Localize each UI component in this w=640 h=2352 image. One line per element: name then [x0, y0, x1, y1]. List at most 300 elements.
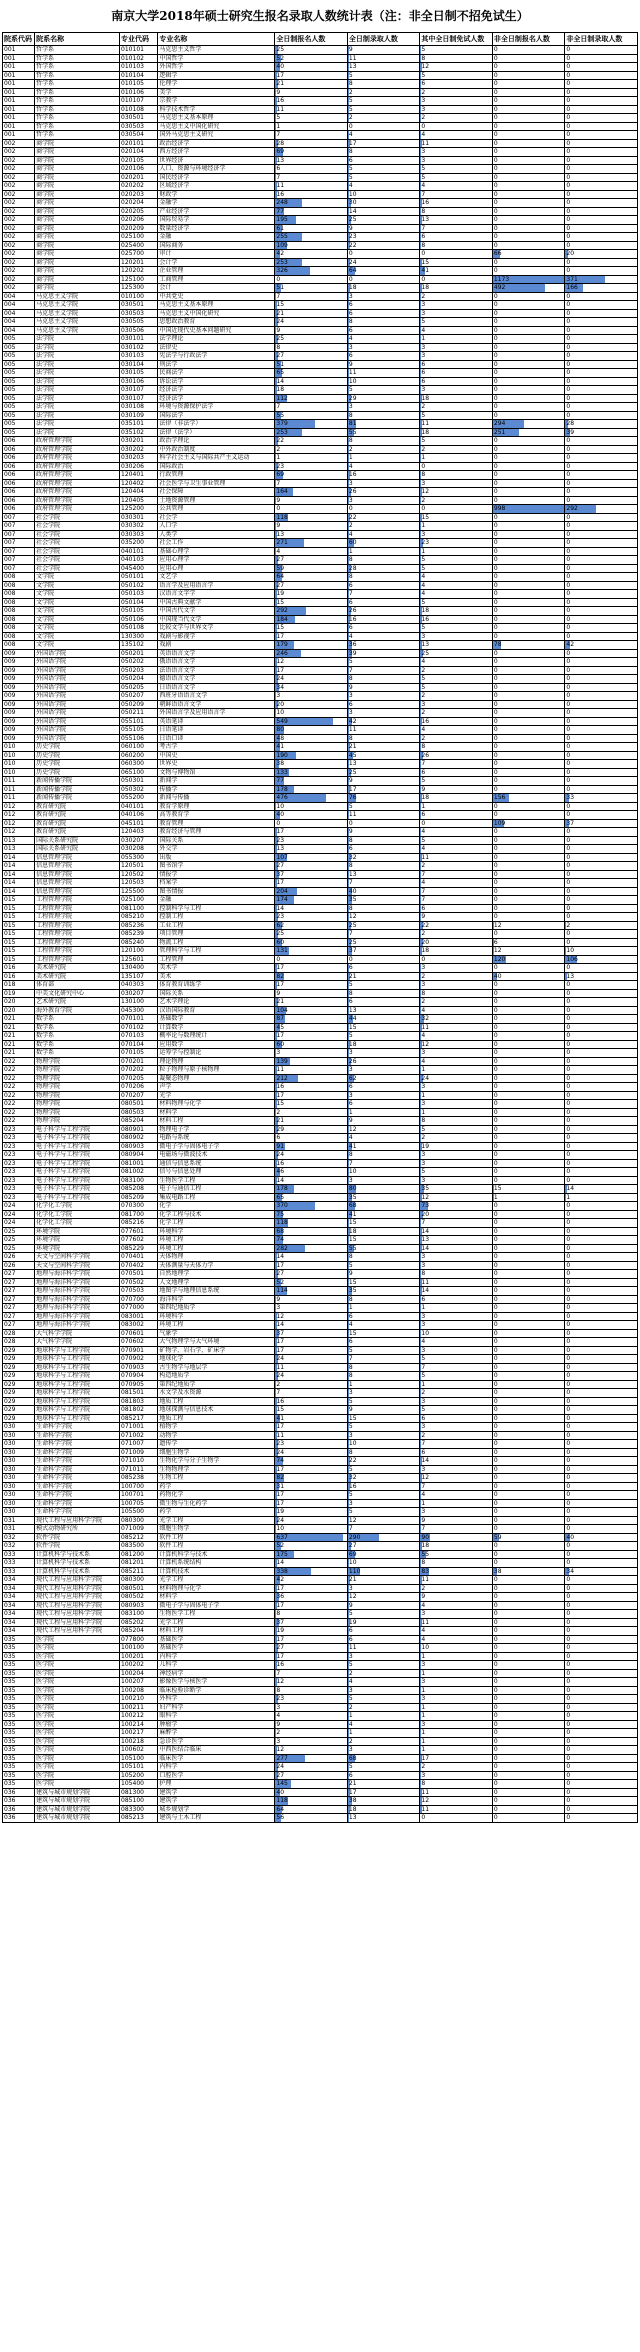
cell-major-name: 工业工程: [158, 921, 275, 930]
cell-pt-admitted: [565, 743, 638, 752]
cell-value: 27: [276, 556, 285, 564]
cell-ft-exempt: [420, 488, 493, 497]
cell-pt-applicants: [492, 105, 565, 114]
table-row: [3, 734, 638, 743]
cell-value: 0: [493, 1066, 498, 1074]
cell-dept-name: 商学院: [35, 173, 120, 182]
cell-ft-applicants: [275, 360, 348, 369]
cell-ft-exempt: [420, 1729, 493, 1738]
cell-pt-admitted: [565, 301, 638, 310]
cell-pt-admitted: [565, 556, 638, 565]
cell-value: 16: [421, 717, 430, 725]
cell-value: 0: [566, 165, 571, 173]
cell-major-name: 人口、资源与环境经济学: [158, 165, 275, 174]
cell-value: 0: [493, 267, 498, 275]
cell-pt-applicants: [492, 1610, 565, 1619]
cell-value: 22: [348, 1457, 357, 1465]
cell-value: 4: [421, 845, 426, 853]
cell-pt-applicants: [492, 1508, 565, 1517]
cell-value: 0: [566, 1015, 571, 1023]
cell-ft-applicants: [275, 1083, 348, 1092]
col-header-pt-applicants: 非全日制报名人数: [492, 33, 565, 46]
cell-dept-code: 023: [3, 1176, 35, 1185]
cell-pt-admitted: [565, 1644, 638, 1653]
cell-value: 3: [348, 1652, 353, 1660]
cell-value: 0: [493, 989, 498, 997]
cell-value: 5: [421, 173, 426, 181]
cell-dept-name: 哲学系: [35, 105, 120, 114]
cell-major-code: 120402: [120, 479, 158, 488]
cell-ft-admitted: [347, 1287, 420, 1296]
cell-value: 1: [348, 1729, 353, 1737]
cell-value: 6: [348, 1635, 353, 1643]
cell-dept-code: 035: [3, 1661, 35, 1670]
cell-dept-name: 商学院: [35, 207, 120, 216]
cell-value: 4: [421, 726, 426, 734]
cell-ft-exempt: [420, 700, 493, 709]
cell-ft-applicants: [275, 683, 348, 692]
cell-pt-admitted: [565, 700, 638, 709]
cell-value: 9: [276, 522, 281, 530]
cell-ft-applicants: [275, 972, 348, 981]
cell-value: 0: [493, 105, 498, 113]
cell-value: 11: [421, 420, 430, 428]
cell-ft-applicants: [275, 1771, 348, 1780]
cell-ft-admitted: [347, 1652, 420, 1661]
cell-value: 7: [421, 1363, 426, 1371]
table-row: [3, 1304, 638, 1313]
cell-pt-admitted: [565, 284, 638, 293]
cell-ft-admitted: [347, 403, 420, 412]
cell-dept-code: 023: [3, 1142, 35, 1151]
cell-value: 17: [276, 1584, 285, 1592]
cell-value: 5: [421, 1355, 426, 1363]
cell-dept-name: 社会学院: [35, 564, 120, 573]
cell-value: 2: [421, 114, 426, 122]
table-row: [3, 335, 638, 344]
cell-major-name: 世界经济: [158, 156, 275, 165]
cell-ft-admitted: [347, 233, 420, 242]
cell-value: 1173: [493, 275, 510, 283]
cell-value: 0: [276, 819, 281, 827]
cell-value: 5: [348, 1695, 353, 1703]
cell-ft-applicants: [275, 777, 348, 786]
cell-pt-admitted: [565, 1346, 638, 1355]
cell-dept-code: 009: [3, 734, 35, 743]
cell-value: 3: [276, 692, 281, 700]
cell-pt-admitted: [565, 1559, 638, 1568]
cell-ft-exempt: [420, 377, 493, 386]
cell-value: 11: [276, 1363, 285, 1371]
cell-value: 0: [493, 1100, 498, 1108]
cell-value: 0: [566, 377, 571, 385]
cell-value: 10: [276, 802, 285, 810]
cell-value: 35: [421, 1185, 430, 1193]
cell-value: 18: [421, 947, 430, 955]
cell-ft-admitted: [347, 794, 420, 803]
cell-value: 0: [566, 870, 571, 878]
cell-value: 2: [421, 445, 426, 453]
cell-value: 83: [421, 1567, 430, 1575]
cell-major-name: 中国现当代文学: [158, 615, 275, 624]
cell-value: 0: [566, 1066, 571, 1074]
cell-value: 14: [276, 1176, 285, 1184]
cell-ft-admitted: [347, 564, 420, 573]
cell-value: 255: [276, 233, 288, 241]
cell-major-name: 声学: [158, 1083, 275, 1092]
cell-dept-code: 035: [3, 1678, 35, 1687]
cell-value: 1: [348, 454, 353, 462]
cell-value: 0: [493, 496, 498, 504]
cell-value: 5: [348, 1397, 353, 1405]
cell-ft-admitted: [347, 394, 420, 403]
cell-ft-exempt: [420, 1550, 493, 1559]
cell-value: 23: [348, 233, 357, 241]
cell-pt-applicants: [492, 1083, 565, 1092]
cell-value: 24: [276, 318, 285, 326]
cell-ft-admitted: [347, 930, 420, 939]
table-row: [3, 131, 638, 140]
cell-ft-admitted: [347, 573, 420, 582]
cell-value: 6: [348, 1771, 353, 1779]
cell-value: 2: [421, 972, 426, 980]
cell-value: 14: [421, 1244, 430, 1252]
cell-major-code: 100214: [120, 1720, 158, 1729]
cell-major-name: 英语笔译: [158, 717, 275, 726]
cell-pt-applicants: [492, 913, 565, 922]
cell-ft-applicants: [275, 666, 348, 675]
cell-dept-code: 001: [3, 88, 35, 97]
cell-ft-applicants: [275, 1372, 348, 1381]
cell-major-name: 企业管理: [158, 267, 275, 276]
cell-major-name: 海洋科学: [158, 1295, 275, 1304]
cell-major-code: 070901: [120, 1346, 158, 1355]
cell-pt-applicants: [492, 921, 565, 930]
cell-value: 16: [348, 615, 357, 623]
cell-major-code: 030501: [120, 301, 158, 310]
table-row: [3, 1406, 638, 1415]
cell-ft-exempt: [420, 114, 493, 123]
cell-value: 18: [421, 394, 430, 402]
cell-ft-exempt: [420, 1474, 493, 1483]
cell-value: 0: [566, 1797, 571, 1805]
cell-value: 0: [566, 530, 571, 538]
cell-pt-applicants: [492, 1304, 565, 1313]
cell-pt-applicants: [492, 845, 565, 854]
cell-value: 8: [348, 1448, 353, 1456]
cell-value: 3: [348, 1066, 353, 1074]
cell-pt-admitted: [565, 794, 638, 803]
cell-pt-admitted: [565, 981, 638, 990]
cell-value: 76: [348, 794, 357, 802]
cell-major-code: 125500: [120, 887, 158, 896]
cell-value: 1: [421, 454, 426, 462]
cell-value: 0: [493, 88, 498, 96]
cell-value: 0: [493, 683, 498, 691]
cell-dept-name: 工程管理学院: [35, 955, 120, 964]
cell-value: 3: [421, 156, 426, 164]
cell-ft-admitted: [347, 1593, 420, 1602]
cell-major-name: 光学工程: [158, 1576, 275, 1585]
cell-pt-applicants: [492, 360, 565, 369]
cell-ft-applicants: [275, 428, 348, 437]
cell-ft-admitted: [347, 139, 420, 148]
cell-ft-applicants: [275, 598, 348, 607]
cell-ft-applicants: [275, 836, 348, 845]
cell-major-code: 105101: [120, 1763, 158, 1772]
table-row: [3, 1066, 638, 1075]
cell-major-code: 070104: [120, 1040, 158, 1049]
cell-value: 0: [493, 131, 498, 139]
cell-dept-name: 天文与空间科学学院: [35, 1261, 120, 1270]
table-row: [3, 1176, 638, 1185]
cell-value: 2: [348, 1703, 353, 1711]
cell-value: 26: [348, 488, 357, 496]
cell-dept-name: 物理学院: [35, 1066, 120, 1075]
table-row: [3, 1006, 638, 1015]
cell-dept-name: 地球科学与工程学院: [35, 1397, 120, 1406]
cell-value: 5: [421, 683, 426, 691]
cell-ft-applicants: [275, 386, 348, 395]
cell-major-code: 030503: [120, 309, 158, 318]
cell-ft-applicants: [275, 1465, 348, 1474]
cell-value: 0: [421, 955, 426, 963]
cell-major-code: 050203: [120, 666, 158, 675]
cell-value: 1: [421, 1703, 426, 1711]
cell-value: 9: [348, 46, 353, 54]
cell-pt-applicants: [492, 165, 565, 174]
cell-value: 0: [493, 717, 498, 725]
table-row: [3, 360, 638, 369]
cell-ft-applicants: [275, 1151, 348, 1160]
cell-pt-admitted: [565, 1448, 638, 1457]
cell-dept-name: 马克思主义学院: [35, 301, 120, 310]
cell-value: 370: [276, 1202, 288, 1210]
cell-value: 0: [566, 828, 571, 836]
cell-value: 52: [276, 1278, 285, 1286]
cell-value: 0: [566, 496, 571, 504]
cell-dept-name: 计算机科学与技术系: [35, 1559, 120, 1568]
cell-value: 4: [348, 462, 353, 470]
table-row: [3, 1125, 638, 1134]
cell-value: 30: [348, 199, 357, 207]
cell-value: 60: [276, 1040, 285, 1048]
cell-pt-applicants: [492, 964, 565, 973]
cell-dept-code: 009: [3, 709, 35, 718]
cell-ft-admitted: [347, 1737, 420, 1746]
cell-value: 0: [566, 709, 571, 717]
cell-value: 77: [276, 207, 285, 215]
cell-value: 0: [566, 1627, 571, 1635]
cell-pt-applicants: [492, 233, 565, 242]
cell-value: 9: [348, 360, 353, 368]
cell-value: 9: [276, 88, 281, 96]
cell-value: 0: [566, 1346, 571, 1354]
cell-dept-name: 环境学院: [35, 1236, 120, 1245]
table-row: [3, 386, 638, 395]
cell-major-code: 130300: [120, 632, 158, 641]
cell-major-name: 教育经济与管理: [158, 828, 275, 837]
cell-ft-applicants: [275, 190, 348, 199]
table-row: [3, 1236, 638, 1245]
cell-ft-exempt: [420, 1261, 493, 1270]
cell-ft-admitted: [347, 1576, 420, 1585]
cell-value: 0: [493, 1168, 498, 1176]
cell-major-name: 材料学: [158, 1108, 275, 1117]
cell-value: 12: [421, 1797, 430, 1805]
cell-major-name: 文物与博物馆: [158, 768, 275, 777]
cell-dept-code: 002: [3, 182, 35, 191]
cell-ft-exempt: [420, 97, 493, 106]
cell-dept-code: 027: [3, 1287, 35, 1296]
cell-pt-admitted: [565, 607, 638, 616]
cell-value: 4: [276, 1712, 281, 1720]
cell-dept-code: 015: [3, 904, 35, 913]
cell-value: 0: [566, 1686, 571, 1694]
cell-pt-admitted: [565, 683, 638, 692]
cell-major-code: 135102: [120, 641, 158, 650]
cell-value: 0: [566, 1406, 571, 1414]
cell-major-name: 中共党史: [158, 292, 275, 301]
cell-pt-admitted: [565, 802, 638, 811]
cell-ft-exempt: [420, 1686, 493, 1695]
cell-ft-exempt: [420, 1788, 493, 1797]
cell-pt-admitted: [565, 1270, 638, 1279]
cell-ft-exempt: [420, 726, 493, 735]
table-row: [3, 1049, 638, 1058]
cell-major-code: 050108: [120, 624, 158, 633]
cell-ft-admitted: [347, 386, 420, 395]
cell-value: 212: [276, 1074, 288, 1082]
table-row: [3, 309, 638, 318]
cell-major-name: 戏剧: [158, 641, 275, 650]
cell-value: 118: [276, 513, 288, 521]
cell-pt-admitted: [565, 479, 638, 488]
cell-ft-exempt: [420, 437, 493, 446]
cell-ft-exempt: [420, 1202, 493, 1211]
cell-ft-applicants: [275, 1363, 348, 1372]
cell-value: 65: [276, 369, 285, 377]
cell-pt-admitted: [565, 1508, 638, 1517]
cell-value: 3: [348, 1686, 353, 1694]
cell-pt-admitted: [565, 853, 638, 862]
cell-value: 6: [421, 768, 426, 776]
cell-value: 6: [421, 369, 426, 377]
cell-value: 17: [276, 1346, 285, 1354]
cell-value: 0: [493, 1525, 498, 1533]
cell-value: 17: [276, 1338, 285, 1346]
cell-ft-applicants: [275, 1474, 348, 1483]
cell-dept-code: 029: [3, 1363, 35, 1372]
cell-ft-exempt: [420, 921, 493, 930]
cell-value: 0: [566, 267, 571, 275]
cell-ft-applicants: [275, 700, 348, 709]
cell-value: 17: [276, 981, 285, 989]
cell-value: 16: [276, 1661, 285, 1669]
cell-value: 7: [421, 870, 426, 878]
cell-dept-name: 文学院: [35, 624, 120, 633]
cell-major-name: 临床医学: [158, 1754, 275, 1763]
cell-value: 0: [566, 71, 571, 79]
cell-pt-admitted: [565, 428, 638, 437]
cell-ft-admitted: [347, 1788, 420, 1797]
cell-value: 3: [348, 1091, 353, 1099]
cell-ft-applicants: [275, 148, 348, 157]
cell-value: 0: [566, 1100, 571, 1108]
cell-pt-applicants: [492, 275, 565, 284]
cell-major-code: 030301: [120, 513, 158, 522]
cell-ft-exempt: [420, 1771, 493, 1780]
cell-pt-admitted: [565, 734, 638, 743]
cell-pt-applicants: [492, 1032, 565, 1041]
cell-value: 6: [348, 1100, 353, 1108]
cell-value: 0: [566, 1610, 571, 1618]
cell-value: 6: [348, 1338, 353, 1346]
cell-major-name: 外国哲学: [158, 63, 275, 72]
table-row: [3, 556, 638, 565]
cell-value: 7: [421, 224, 426, 232]
cell-pt-applicants: [492, 403, 565, 412]
cell-value: 38: [493, 1567, 502, 1575]
cell-ft-applicants: [275, 335, 348, 344]
cell-dept-name: 艺术研究院: [35, 998, 120, 1007]
cell-pt-applicants: [492, 573, 565, 582]
cell-value: 164: [276, 488, 288, 496]
cell-ft-exempt: [420, 819, 493, 828]
cell-value: 0: [566, 462, 571, 470]
cell-ft-admitted: [347, 1567, 420, 1576]
cell-ft-applicants: [275, 1380, 348, 1389]
cell-dept-code: 027: [3, 1312, 35, 1321]
cell-value: 0: [566, 998, 571, 1006]
cell-ft-exempt: [420, 462, 493, 471]
cell-major-code: 020105: [120, 156, 158, 165]
cell-major-name: 软件工程: [158, 1542, 275, 1551]
table-row: [3, 1185, 638, 1194]
cell-ft-admitted: [347, 1797, 420, 1806]
cell-pt-applicants: [492, 1695, 565, 1704]
table-row: [3, 1550, 638, 1559]
cell-value: 0: [566, 887, 571, 895]
cell-value: 0: [566, 590, 571, 598]
cell-ft-admitted: [347, 1091, 420, 1100]
cell-value: 2: [276, 1380, 281, 1388]
cell-value: 68: [348, 1202, 357, 1210]
cell-dept-name: 政府管理学院: [35, 496, 120, 505]
cell-dept-name: 现代工程与应用科学学院: [35, 1584, 120, 1593]
cell-major-code: 083500: [120, 1542, 158, 1551]
cell-pt-admitted: [565, 989, 638, 998]
cell-major-code: 083002: [120, 1321, 158, 1330]
cell-value: 0: [566, 131, 571, 139]
cell-major-name: 口腔医学: [158, 1771, 275, 1780]
cell-ft-exempt: [420, 615, 493, 624]
cell-ft-applicants: [275, 853, 348, 862]
cell-value: 8: [348, 862, 353, 870]
table-row: [3, 1729, 638, 1738]
cell-dept-code: 005: [3, 403, 35, 412]
cell-value: 20: [566, 250, 575, 258]
cell-pt-applicants: [492, 615, 565, 624]
cell-ft-applicants: [275, 1006, 348, 1015]
cell-ft-admitted: [347, 802, 420, 811]
cell-value: 0: [566, 607, 571, 615]
cell-major-name: 行政管理: [158, 471, 275, 480]
cell-value: 0: [566, 896, 571, 904]
cell-dept-name: 法学院: [35, 411, 120, 420]
cell-dept-name: 物理学院: [35, 1108, 120, 1117]
cell-major-name: 第四纪地质学: [158, 1304, 275, 1313]
